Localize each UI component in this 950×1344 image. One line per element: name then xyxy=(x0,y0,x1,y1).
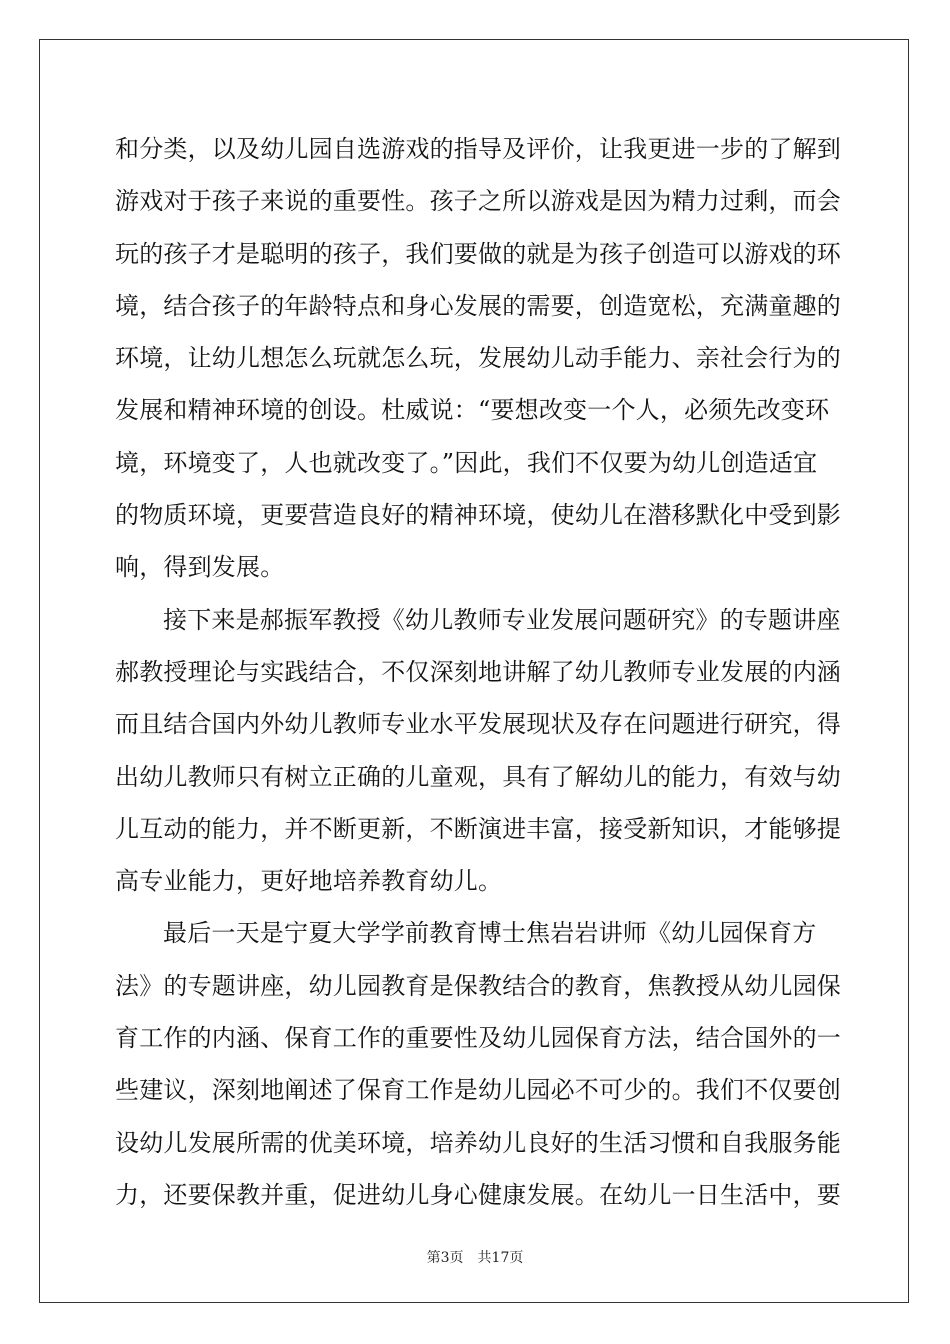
text-line: 出幼儿教师只有树立正确的儿童观，具有了解幼儿的能力，有效与幼 xyxy=(115,762,841,791)
text-line: 设幼儿发展所需的优美环境，培养幼儿良好的生活习惯和自我服务能 xyxy=(115,1128,841,1157)
text-line: 的物质环境，更要营造良好的精神环境，使幼儿在潜移默化中受到影 xyxy=(115,501,841,530)
text-line: 玩的孩子才是聪明的孩子，我们要做的就是为孩子创造可以游戏的环 xyxy=(115,239,841,268)
text-line: 接下来是郝振军教授《幼儿教师专业发展问题研究》的专题讲座 xyxy=(163,605,841,634)
text-line: 力，还要保教并重，促进幼儿身心健康发展。在幼儿一日生活中，要 xyxy=(115,1180,841,1209)
document-body xyxy=(115,128,841,1226)
text-line: 游戏对于孩子来说的重要性。孩子之所以游戏是因为精力过剩，而会 xyxy=(115,187,841,216)
text-line: 境，结合孩子的年龄特点和身心发展的需要，创造宽松，充满童趣的 xyxy=(115,291,841,320)
text-line: 境，环境变了，人也就改变了。”因此，我们不仅要为幼儿创造适宜 xyxy=(115,448,818,477)
text-line: 而且结合国内外幼儿教师专业水平发展现状及存在问题进行研究，得 xyxy=(115,710,841,739)
text-line: 法》的专题讲座，幼儿园教育是保教结合的教育，焦教授从幼儿园保 xyxy=(115,971,841,1000)
text-line: 响，得到发展。 xyxy=(115,553,285,582)
page-number-footer: 第3页 共17页 xyxy=(426,1250,524,1266)
text-line: 育工作的内涵、保育工作的重要性及幼儿园保育方法，结合国外的一 xyxy=(115,1024,841,1053)
text-line: 郝教授理论与实践结合，不仅深刻地讲解了幼儿教师专业发展的内涵 xyxy=(115,657,841,686)
text-line: 环境，让幼儿想怎么玩就怎么玩，发展幼儿动手能力、亲社会行为的 xyxy=(115,344,841,373)
text-line: 些建议，深刻地阐述了保育工作是幼儿园必不可少的。我们不仅要创 xyxy=(115,1076,841,1105)
text-line: 高专业能力，更好地培养教育幼儿。 xyxy=(115,867,503,896)
text-line: 和分类，以及幼儿园自选游戏的指导及评价，让我更进一步的了解到 xyxy=(115,135,841,163)
text-line: 最后一天是宁夏大学学前教育博士焦岩岩讲师《幼儿园保育方 xyxy=(163,919,817,948)
text-line: 发展和精神环境的创设。杜威说：“要想改变一个人，必须先改变环 xyxy=(115,396,830,425)
text-line: 儿互动的能力，并不断更新，不断演进丰富，接受新知识，才能够提 xyxy=(115,814,841,843)
